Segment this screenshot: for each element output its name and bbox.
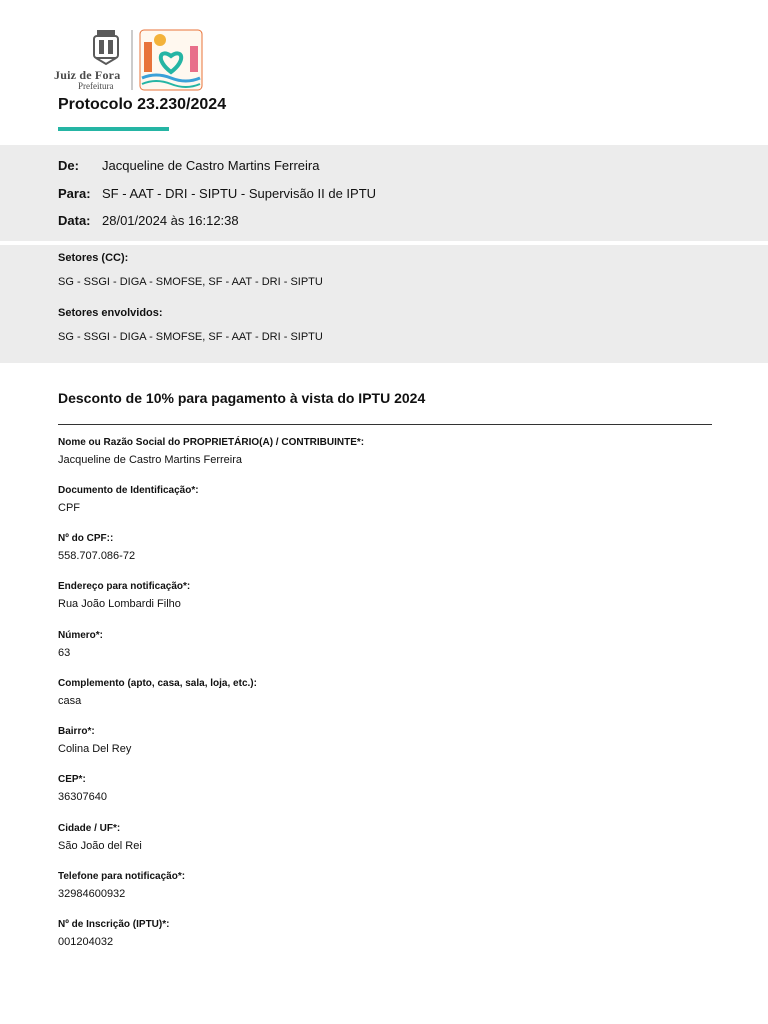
sectors-involved-value: SG - SSGI - DIGA - SMOFSE, SF - AAT - DRI - SIPTU xyxy=(58,331,323,343)
field-value: Rua João Lombardi Filho xyxy=(58,598,181,610)
field-id-document xyxy=(58,484,199,515)
field-label: Nº do CPF:: xyxy=(58,533,114,544)
field-iptu-registration xyxy=(58,918,169,949)
date-label: Data: xyxy=(58,213,91,228)
field-owner-name xyxy=(58,436,364,467)
field-label: Número*: xyxy=(58,630,104,641)
field-value: São João del Rei xyxy=(58,840,142,852)
brand-subtitle: Prefeitura xyxy=(78,81,114,91)
field-label: Nome ou Razão Social do PROPRIETÁRIO(A) / CONTRIBUINTE*: xyxy=(58,437,365,448)
field-value: 558.707.086-72 xyxy=(58,550,136,562)
field-value: casa xyxy=(58,695,82,707)
field-value: 36307640 xyxy=(58,791,107,803)
meta-from-row xyxy=(58,158,319,173)
field-value: Colina Del Rey xyxy=(58,743,132,755)
field-value: 32984600932 xyxy=(58,888,126,900)
field-value: CPF xyxy=(58,502,80,514)
document-header xyxy=(0,0,768,145)
date-value: 28/01/2024 às 16:12:38 xyxy=(102,213,239,228)
sectors-panel xyxy=(0,245,768,363)
from-label: De: xyxy=(58,158,79,173)
field-label: Telefone para notificação*: xyxy=(58,871,186,882)
field-cep xyxy=(58,773,107,804)
field-label: CEP*: xyxy=(58,774,86,785)
field-label: Complemento (apto, casa, sala, loja, etc.): xyxy=(58,678,257,689)
field-phone xyxy=(58,870,185,901)
subject-heading: Desconto de 10% para pagamento à vista do IPTU 2024 xyxy=(58,390,426,406)
field-value: 001204032 xyxy=(58,936,114,948)
to-label: Para: xyxy=(58,186,91,201)
subject-divider xyxy=(58,424,712,425)
field-value: 63 xyxy=(58,647,71,659)
message-meta-panel xyxy=(0,145,768,241)
field-label: Endereço para notificação*: xyxy=(58,581,191,592)
brand-name: Juiz de Fora xyxy=(54,68,121,82)
sectors-cc-value: SG - SSGI - DIGA - SMOFSE, SF - AAT - DRI - SIPTU xyxy=(58,276,323,288)
sectors-involved-label: Setores envolvidos: xyxy=(58,307,163,319)
field-address xyxy=(58,580,190,611)
field-cpf xyxy=(58,532,135,563)
field-number xyxy=(58,629,103,660)
field-city-state xyxy=(58,822,142,853)
city-heart-emblem-icon xyxy=(140,30,202,90)
title-accent-bar xyxy=(58,127,169,131)
protocol-title: Protocolo 23.230/2024 xyxy=(58,96,227,113)
field-label: Cidade / UF*: xyxy=(58,823,121,834)
field-neighborhood xyxy=(58,725,131,756)
field-label: Nº de Inscrição (IPTU)*: xyxy=(58,919,170,930)
meta-to-row xyxy=(58,186,376,201)
to-value: SF - AAT - DRI - SIPTU - Supervisão II de IPTU xyxy=(102,186,377,201)
field-label: Documento de Identificação*: xyxy=(58,485,199,496)
meta-date-row xyxy=(58,213,239,228)
from-value: Jacqueline de Castro Martins Ferreira xyxy=(102,158,320,173)
field-label: Bairro*: xyxy=(58,726,95,737)
field-complement xyxy=(58,677,257,708)
field-value: Jacqueline de Castro Martins Ferreira xyxy=(58,454,243,466)
sectors-cc-label: Setores (CC): xyxy=(58,252,129,264)
coat-of-arms-icon xyxy=(94,30,118,64)
